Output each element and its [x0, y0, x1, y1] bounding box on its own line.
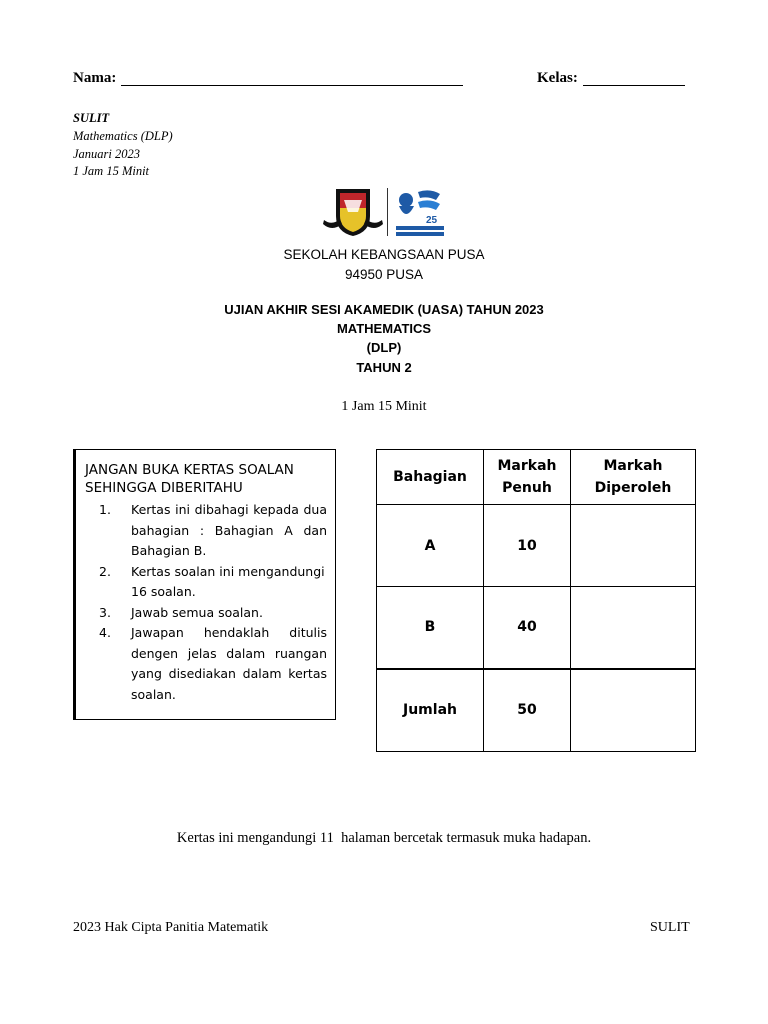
logo-group	[322, 186, 450, 238]
exam-stream: (DLP)	[366, 340, 402, 355]
list-item-number: 3.	[99, 604, 111, 620]
classification-label: SULIT	[73, 111, 110, 125]
school-crest-icon	[322, 186, 450, 238]
list-item	[85, 603, 327, 624]
list-item-number: 4.	[99, 625, 111, 640]
class-field[interactable]	[583, 85, 685, 86]
exam-title: UJIAN AKHIR SESI AKAMEDIK (UASA) TAHUN 2023	[224, 302, 544, 317]
list-item	[85, 562, 327, 603]
page-count-note: Kertas ini mengandungi 11 halaman bercetak termasuk muka hadapan.	[176, 830, 592, 846]
full-marks-cell: 10	[484, 505, 571, 587]
exam-subject: MATHEMATICS	[336, 321, 432, 336]
date-label: Januari 2023	[73, 147, 141, 161]
list-item-text: Kertas ini dibahagi kepada dua bahagian : Bahagian A dan Bahagian B.	[131, 502, 327, 558]
header-full-marks: Markah Penuh	[484, 450, 571, 505]
full-marks-cell: 50	[484, 669, 571, 752]
marks-table	[376, 449, 696, 752]
section-cell: A	[377, 505, 484, 587]
table-row	[377, 587, 696, 669]
header-section: Bahagian	[377, 450, 484, 505]
table-row	[377, 669, 696, 752]
section-cell: B	[377, 587, 484, 669]
footer-classification: SULIT	[650, 920, 690, 935]
exam-duration: 1 Jam 15 Minit	[341, 399, 427, 414]
header-marks-obtained: Markah Diperoleh	[571, 450, 696, 505]
copyright-text: 2023 Hak Cipta Panitia Matematik	[73, 920, 269, 935]
program-logo-icon	[396, 188, 444, 236]
list-item-number: 1.	[99, 502, 111, 517]
obtained-marks-cell[interactable]	[571, 587, 696, 669]
name-field[interactable]	[121, 85, 463, 86]
table-header-row	[377, 450, 696, 505]
section-cell: Jumlah	[377, 669, 484, 752]
school-address: 94950 PUSA	[344, 267, 424, 282]
program-badge-number: 25	[426, 215, 438, 226]
class-label: Kelas:	[537, 70, 578, 86]
table-row	[377, 505, 696, 587]
name-label: Nama:	[73, 70, 117, 86]
school-name: SEKOLAH KEBANGSAAN PUSA	[283, 247, 485, 262]
list-item-text: Jawab semua soalan.	[131, 604, 263, 620]
instruction-list	[85, 500, 327, 705]
list-item-text: Jawapan hendaklah ditulis dengen jelas dalam ruangan yang disediakan dalam kertas soalan.	[131, 625, 327, 702]
exam-year: TAHUN 2	[356, 360, 412, 375]
instruction-title: JANGAN BUKA KERTAS SOALAN SEHINGGA DIBERITAHU	[85, 462, 294, 496]
list-item	[85, 500, 327, 562]
obtained-marks-cell[interactable]	[571, 669, 696, 752]
list-item-text: Kertas soalan ini mengandungi 16 soalan.	[131, 563, 325, 599]
list-item-number: 2.	[99, 563, 111, 579]
full-marks-cell: 40	[484, 587, 571, 669]
duration-label: 1 Jam 15 Minit	[73, 164, 150, 178]
obtained-marks-cell[interactable]	[571, 505, 696, 587]
subject-label: Mathematics (DLP)	[73, 129, 173, 143]
list-item	[85, 623, 327, 705]
